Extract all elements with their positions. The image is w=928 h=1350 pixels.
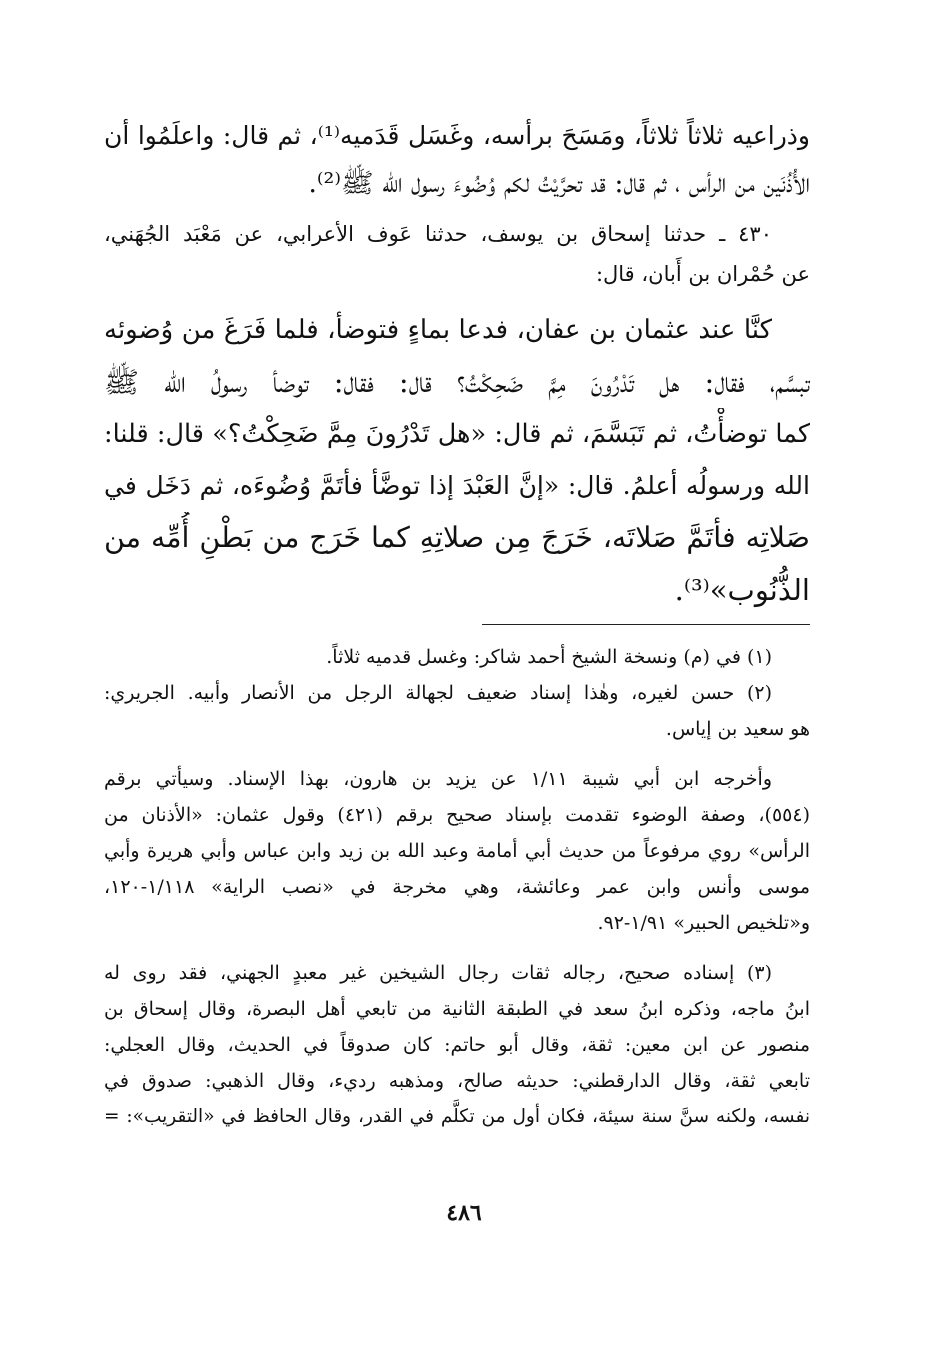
footnote-line: منصور عن ابن معين: ثقة، وقال أبو حاتم: كان صدوقاً في الحديث، وقال العجلي: bbox=[104, 1034, 810, 1056]
hadith-isnad bbox=[104, 214, 810, 294]
footnote-line: (١) في (م) ونسخة الشيخ أحمد شاكر: وغسل قدميه ثلاثاً. bbox=[326, 646, 772, 668]
isnad-line: ٤٣٠ ـ حدثنا إسحاق بن يوسف، حدثنا عَوف الأعرابي، عن مَعْبَد الجُهَني، bbox=[104, 222, 772, 246]
matn-line: الله ورسولُه أعلمُ. قال: «إنَّ العَبْدَ إذا توضَّأ فأتَمَّ وُضُوءَه، ثم دَخَل في bbox=[104, 471, 810, 500]
footnote-line: و«تلخيص الحبير» ١/٩١-٩٢. bbox=[597, 912, 810, 934]
matn-line: الذُّنُوب»⁽³⁾. bbox=[674, 573, 810, 607]
footnote-line: تابعي ثقة، وقال الدارقطني: حديثه صالح، ومذهبه رديء، وقال الذهبي: صدوق في bbox=[104, 1070, 810, 1092]
matn-line: تبسَّم، فقال: هل تَدْرُونَ مِمَّ ضَحِكْتُ؟ قال: فقال: توضأ رسولُ الله ﷺ bbox=[104, 365, 810, 399]
matn-line: كنَّا عند عثمان بن عفان، فدعا بماءٍ فتوضأ، فلما فَرَغَ من وُضوئه bbox=[104, 315, 772, 345]
footnote-line: نفسه، ولكنه سنَّ سنة سيئة، فكان أول من تكلَّم في القدر، وقال الحافظ في «التقريب»: = bbox=[104, 1106, 810, 1127]
matn-line: صَلاتِه فأتَمَّ صَلاتَه، خَرَجَ مِن صلاتِهِ كما خَرَج من بَطْنِ أُمِّه من bbox=[104, 521, 810, 554]
footnote-3 bbox=[104, 955, 810, 1135]
footnote-line: (٣) إسناده صحيح، رجاله ثقات رجال الشيخين غير معبدٍ الجهني، فقد روى له bbox=[104, 962, 772, 984]
footnote-line: (٥٥٤)، وصفة الوضوء تقدمت بإسناد صحيح برقم (٤٢١) وقول عثمان: «الأذنان من bbox=[104, 804, 810, 826]
isnad-line: عن حُمْران بن أَبان، قال: bbox=[595, 262, 810, 286]
footnote-line: الرأس» روي مرفوعاً من حديث أبي أمامة وعبد الله بن زيد وابن عباس وأبي هريرة وأبي bbox=[104, 840, 810, 862]
text-line: الأُذُنَين من الرأس ، ثم قال: قد تحرَّيْتُ لكم وُضُوءَ رسول الله ﷺ⁽²⁾. bbox=[308, 168, 810, 199]
footnotes bbox=[104, 639, 810, 1135]
footnote-line: ابنُ ماجه، وذكره ابنُ سعد في الطبقة الثانية من تابعي أهل البصرة، وقال إسحاق بن bbox=[104, 998, 810, 1020]
text-line: وذراعيه ثلاثاً ثلاثاً، ومَسَحَ برأسه، وغَسَل قَدَميه⁽¹⁾، ثم قال: واعلَمُوا أن bbox=[104, 121, 810, 150]
page-number: ٤٨٦ bbox=[446, 1200, 482, 1226]
matn-line: كما توضأْتُ، ثم تَبَسَّمَ، ثم قال: «هل تَدْرُونَ مِمَّ ضَحِكْتُ؟» قال: قلنا: bbox=[104, 419, 810, 449]
continued-hadith-text bbox=[104, 112, 810, 208]
footnote-1 bbox=[104, 639, 810, 675]
footnote-line: وأخرجه ابن أبي شيبة ١/١١ عن يزيد بن هارون، بهذا الإسناد. وسيأتي برقم bbox=[104, 768, 772, 790]
footnote-line: (٢) حسن لغيره، وهٰذا إسناد ضعيف لجهالة الرجل من الأنصار وأبيه. الجريري: bbox=[104, 682, 772, 704]
hadith-matn bbox=[104, 304, 810, 616]
footnote-2 bbox=[104, 675, 810, 941]
footnote-line: هو سعيد بن إياس. bbox=[665, 718, 810, 740]
footnote-line: موسى وأنس وابن عمر وعائشة، وهي مخرجة في «نصب الراية» ١/١١٨-١٢٠، bbox=[104, 876, 810, 898]
page-content bbox=[104, 112, 810, 1135]
footnote-separator bbox=[482, 624, 810, 625]
